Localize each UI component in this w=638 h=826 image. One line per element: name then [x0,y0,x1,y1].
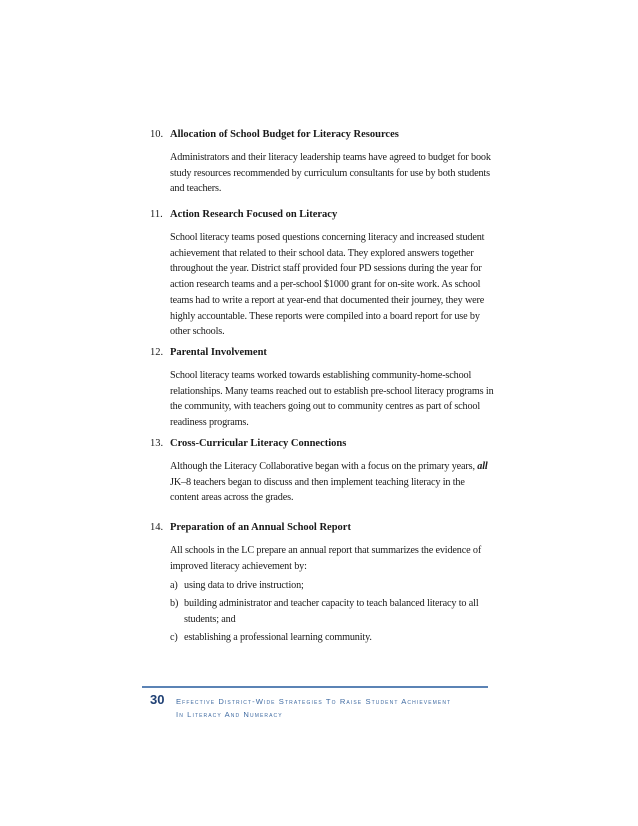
item-number: 11. [150,209,163,220]
item-list [170,578,495,645]
list-marker: c) [170,631,178,643]
item-emphasis: all [477,461,488,472]
list-marker: b) [170,598,179,610]
item-number: 12. [150,347,164,358]
item-heading [150,521,495,535]
item-11 [150,208,495,340]
item-12 [150,346,495,431]
item-heading [150,208,495,222]
item-10 [150,128,495,197]
item-title: Parental Involvement [170,347,267,358]
list-item [170,596,495,627]
item-number: 14. [150,522,164,533]
item-text-before: Although the Literacy Collaborative began with a focus on the primary years, [170,461,475,472]
list-item [170,578,495,594]
item-text-after: JK–8 teachers began to discuss and then implement teaching literacy in the content areas across the grades. [170,476,465,504]
item-body [170,543,495,645]
item-body [170,368,495,431]
item-title: Action Research Focused on Literacy [170,209,338,220]
item-heading [150,437,495,451]
item-paragraph: Administrators and their literacy leadership teams have agreed to budget for book study resources recommended by curriculum consultants for use by both students and teachers. [170,152,491,195]
item-heading [150,128,495,142]
item-paragraph: School literacy teams worked towards establishing community-home-school relationships. Many teams reached out to establish pre-school literacy programs in the community, with teachers going out to community centres as part of school readiness programs. [170,370,494,429]
footer-divider [142,686,488,688]
item-13 [150,437,495,506]
item-body [170,459,495,506]
item-body [170,230,495,340]
running-footer-title [176,695,451,721]
item-number: 10. [150,129,164,140]
item-title: Cross-Curricular Literacy Connections [170,438,347,449]
item-paragraph: School literacy teams posed questions concerning literacy and increased student achievement that related to their school data. They explored answers together throughout the year. District staff provided four PD sessions during the year for action research teams and a per-school $1000 grant for on-site work. As school teams had to write a report at year-end that documented their journey, they were highly accountable. These reports were compiled into a board report for use by other schools. [170,232,485,338]
list-text: using data to drive instruction; [184,580,304,592]
list-marker: a) [170,580,178,592]
list-text: establishing a professional learning community. [184,631,372,643]
item-title: Allocation of School Budget for Literacy Resources [170,129,399,140]
item-paragraph: All schools in the LC prepare an annual report that summarizes the evidence of improved literacy achievement by: [170,545,482,572]
item-title: Preparation of an Annual School Report [170,522,351,533]
item-body [170,150,495,197]
item-paragraph [170,459,495,506]
item-heading [150,346,495,360]
list-item [170,630,495,646]
footer-title-line-2: In Literacy And Numeracy [176,710,283,719]
item-number: 13. [150,438,164,449]
item-14 [150,521,495,647]
page-number: 30 [150,692,165,707]
footer-title-line-1: Effective District-Wide Strategies To Raise Student Achievement [176,697,452,706]
list-text: building administrator and teacher capacity to teach balanced literacy to all students; and [184,598,479,625]
